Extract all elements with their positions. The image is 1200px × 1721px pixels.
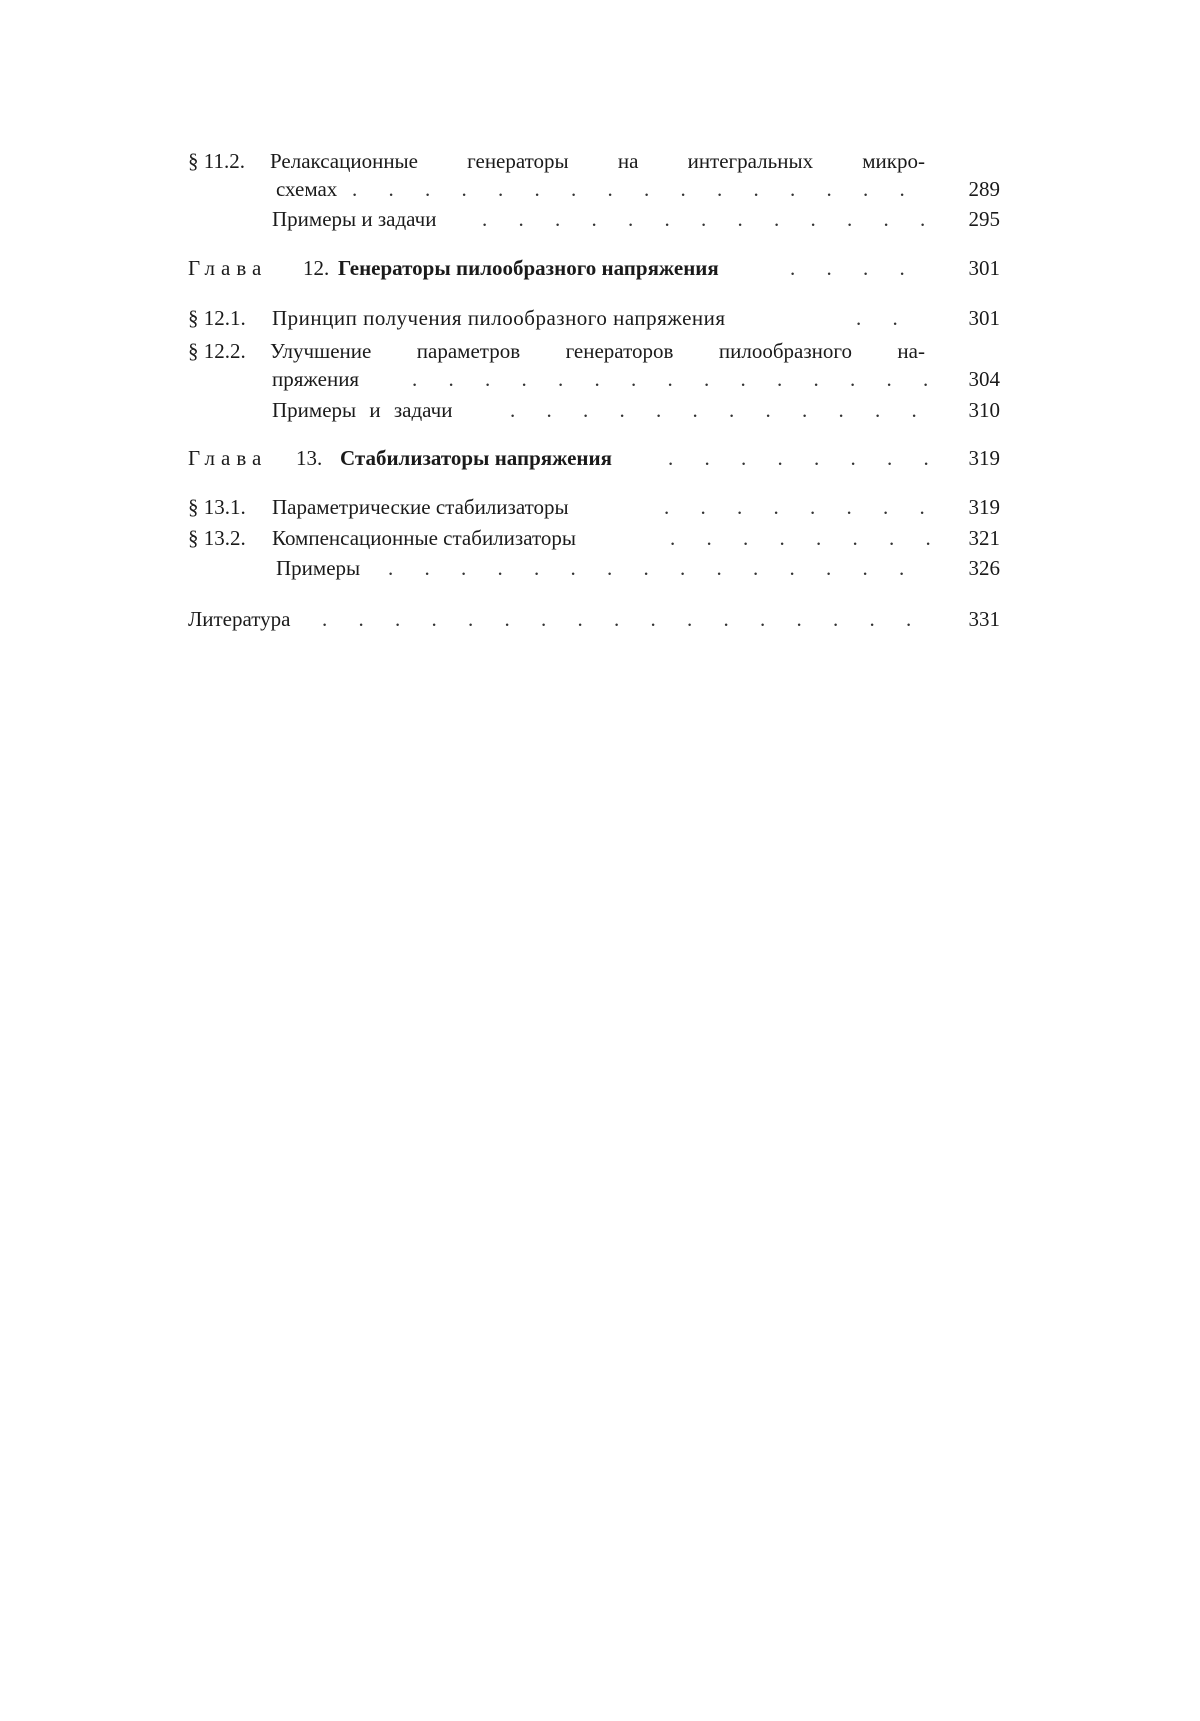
toc-literature	[0, 604, 1200, 634]
toc-entry-11-2-line1	[0, 146, 1200, 176]
toc-entry-12-2-line2	[0, 364, 1200, 394]
title-word: на	[617, 149, 639, 173]
section-title: Принцип получения пилообразного напряжения	[272, 306, 726, 330]
section-title	[270, 146, 925, 176]
title-word: пилообразного	[718, 339, 852, 363]
section-title: Параметрические стабилизаторы	[272, 495, 569, 519]
dot-leader	[322, 604, 930, 634]
page-number: 326	[968, 556, 1000, 580]
dot-leader	[412, 364, 930, 394]
title-word: микро-	[862, 149, 925, 173]
chapter-label: Глава	[188, 256, 268, 280]
dot-leader	[664, 492, 930, 522]
title-word: параметров	[416, 339, 521, 363]
section-number: § 12.2.	[188, 339, 246, 363]
dot-leader	[790, 253, 930, 283]
title-word: Улучшение	[270, 339, 372, 363]
toc-entry-12-2-line1	[0, 336, 1200, 366]
toc-entry-12-examples	[0, 395, 1200, 425]
chapter-number: 12.	[303, 256, 330, 280]
toc-chapter-12	[0, 253, 1200, 283]
section-title	[270, 336, 925, 366]
literature-title: Литература	[188, 607, 291, 631]
chapter-number: 13.	[296, 446, 323, 470]
dot-leader	[510, 395, 930, 425]
toc-entry-12-1	[0, 303, 1200, 333]
toc-entry-13-2	[0, 523, 1200, 553]
page-number: 301	[968, 306, 1000, 330]
toc-entry-11-examples	[0, 204, 1200, 234]
title-word: генераторов	[565, 339, 674, 363]
toc-entry-13-1	[0, 492, 1200, 522]
dot-leader	[668, 443, 930, 473]
page-number: 319	[968, 446, 1000, 470]
subsection-title: Примеры и задачи	[272, 398, 453, 422]
section-number: § 11.2.	[188, 149, 245, 173]
toc-entry-11-2-line2	[0, 174, 1200, 204]
title-word: Релаксационные	[270, 149, 418, 173]
page-number: 295	[968, 207, 1000, 231]
dot-leader	[352, 174, 930, 204]
chapter-title: Генераторы пилообразного напряжения	[338, 256, 719, 280]
section-title: Компенсационные стабилизаторы	[272, 526, 576, 550]
toc-chapter-13	[0, 443, 1200, 473]
section-number: § 13.2.	[188, 526, 246, 550]
dot-leader	[856, 303, 930, 333]
section-number: § 13.1.	[188, 495, 246, 519]
chapter-title: Стабилизаторы напряжения	[340, 446, 612, 470]
page-number: 331	[968, 607, 1000, 631]
chapter-label: Глава	[188, 446, 268, 470]
section-title-continued: схемах	[276, 177, 338, 201]
page-number: 301	[968, 256, 1000, 280]
dot-leader	[670, 523, 930, 553]
page-number: 310	[968, 398, 1000, 422]
page-number: 319	[968, 495, 1000, 519]
title-word: интегральных	[687, 149, 814, 173]
dot-leader	[482, 204, 930, 234]
dot-leader	[388, 553, 930, 583]
page-number: 321	[968, 526, 1000, 550]
section-number: § 12.1.	[188, 306, 246, 330]
section-title-continued: пряжения	[272, 367, 360, 391]
subsection-title: Примеры	[276, 556, 361, 580]
page-number: 304	[968, 367, 1000, 391]
title-word: генераторы	[467, 149, 569, 173]
page-number: 289	[968, 177, 1000, 201]
subsection-title: Примеры и задачи	[272, 207, 437, 231]
title-word: на-	[897, 339, 925, 363]
toc-entry-13-examples	[0, 553, 1200, 583]
